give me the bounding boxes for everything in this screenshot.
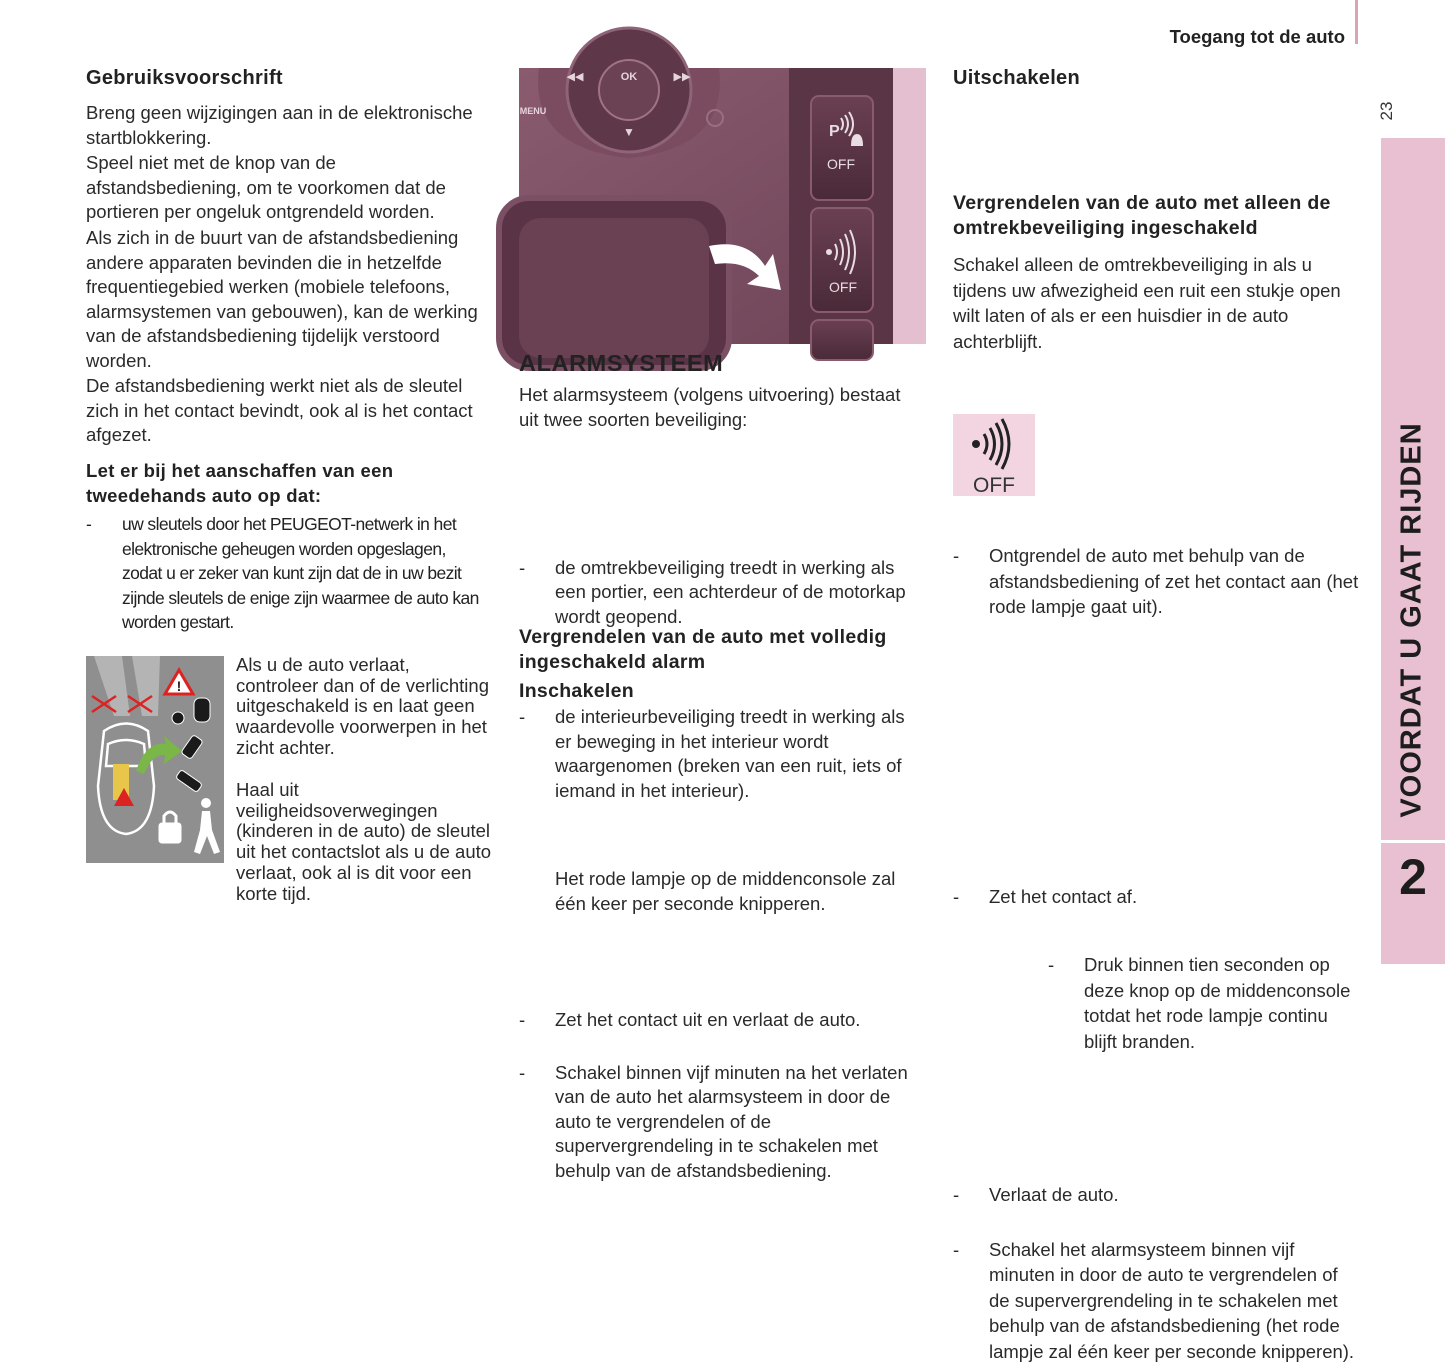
enable-heading: Inschakelen: [519, 679, 634, 704]
step-contact-off-text: Zet het contact af.: [989, 886, 1137, 907]
usage-paragraph: Breng geen wijzigingen aan in de elektronische startblokkering.: [86, 101, 496, 150]
photo-border: [893, 68, 926, 344]
enable-step-text: Schakel binnen vijf minuten na het verlaten van de auto het alarmsysteem in door de auto te vergrendelen of de supervergrendeling in te schakelen met behulp van de afstandsbediening.: [555, 1062, 908, 1181]
final-step: [953, 1183, 1363, 1208]
full-lock-heading: Vergrendelen van de auto met volledig ingeschakeld alarm: [519, 625, 919, 674]
ok-label: OK: [621, 71, 638, 83]
enable-step-text: Zet het contact uit en verlaat de auto.: [555, 1009, 860, 1030]
enable-step: [519, 1061, 924, 1184]
purchase-item: [86, 512, 486, 635]
final-step-text: Verlaat de auto.: [989, 1184, 1119, 1205]
purchase-item-text: uw sleutels door het PEUGEOT-netwerk in het elektronische geheugen worden opgeslagen, zodat u er zeker van kunt zijn dat de in uw bezit zijnde sleutels de enige zijn waarmee de auto kan worden gestart.: [122, 514, 479, 632]
svg-text:OFF: OFF: [827, 156, 855, 172]
svg-text:P: P: [829, 123, 840, 140]
perimeter-intro: Schakel alleen de omtrekbeveiliging in als u tijdens uw afwezigheid een ruit een stukje open wilt laten of als er een huisdier in de auto achterblijft.: [953, 252, 1358, 354]
icon-off-label: OFF: [973, 474, 1015, 497]
parking-sensor-off-button: [811, 96, 873, 200]
chapter-title-text: VOORDAT U GAAT RIJDEN: [1396, 422, 1429, 817]
rewind-icon: ◀◀: [567, 71, 584, 83]
usage-paragraph: Speel niet met de knop van de afstandsbediening, om te voorkomen dat de portieren per ongeluk ontgrendeld worden.: [86, 151, 496, 225]
disable-step-text: Ontgrendel de auto met behulp van de afstandsbediening of zet het contact aan (het rode lampje gaat uit).: [989, 545, 1358, 617]
car-leaving-illustration: [86, 656, 224, 863]
alarm-type-text: de omtrekbeveiliging treedt in werking als een portier, een achterdeur of de motorkap wordt geopend.: [555, 557, 906, 627]
header-divider: [1355, 0, 1358, 44]
final-step-text: Schakel het alarmsysteem binnen vijf minuten in door de auto te vergrendelen of de supervergrendeling in te schakelen met behulp van de afstandsbediening (het rode lampje zal één keer per seconde knipperen).: [989, 1239, 1354, 1362]
step-press-button-text: Druk binnen tien seconden op deze knop op de middenconsole totdat het rode lampje continu blijft branden.: [1084, 954, 1350, 1052]
purchase-heading: Let er bij het aanschaffen van een tweedehands auto op dat:: [86, 458, 466, 508]
disable-step: [953, 543, 1363, 620]
menu-label: MENU: [520, 106, 547, 116]
console-photo: [519, 68, 926, 344]
alarm-type-item: [519, 705, 919, 803]
signal-dot: [972, 440, 980, 448]
chapter-divider: [1381, 840, 1445, 843]
usage-paragraph: De afstandsbediening werkt niet als de sleutel zich in het contact bevindt, ook al is het contact afgezet.: [86, 374, 496, 448]
alarm-intro: Het alarmsysteem (volgens uitvoering) bestaat uit twee soorten beveiliging:: [519, 383, 914, 432]
running-header: Toegang tot de auto: [1170, 26, 1345, 48]
page-number: 23: [1377, 91, 1407, 131]
step-press-button: [1048, 952, 1363, 1054]
alarm-type-item: [519, 556, 919, 630]
alarm-off-button: [811, 208, 873, 312]
enable-note: Het rode lampje op de middenconsole zal één keer per seconde knipperen.: [555, 867, 920, 916]
svg-text:OFF: OFF: [829, 279, 857, 295]
alarm-title: ALARMSYSTEEM: [519, 350, 723, 377]
alarm-signal-icon: [984, 419, 1009, 469]
step-contact-off: [953, 885, 1353, 910]
usage-heading: Gebruiksvoorschrift: [86, 67, 283, 90]
forward-icon: ▶▶: [674, 71, 691, 83]
svg-text:!: !: [177, 678, 182, 694]
safety-note: Haal uit veiligheidsoverwegingen (kinderen in de auto) de sleutel uit het contactslot als u de auto verlaat, ook al is dit voor een korte tijd.: [236, 780, 494, 904]
down-arrow-icon: ▼: [623, 125, 635, 139]
final-step: [953, 1237, 1363, 1364]
chapter-title: [1380, 400, 1444, 840]
console-button: [811, 320, 873, 360]
usage-paragraph: Als zich in de buurt van de afstandsbediening andere apparaten bevinden die in hetzelfde frequentiegebied werken (mobiele telefoons, alarmsystemen van gebouwen), kan de werking van de afstandsbediening tijdelijk verstoord worden.: [86, 226, 496, 373]
alarm-type-text: de interieurbeveiliging treedt in werking als er beweging in het interieur wordt waargenomen (breken van een ruit, iets of iemand in het interieur).: [555, 706, 905, 801]
disable-heading: Uitschakelen: [953, 67, 1080, 90]
enable-step: [519, 1008, 924, 1033]
perimeter-heading: Vergrendelen van de auto met alleen de omtrekbeveiliging ingeschakeld: [953, 191, 1363, 240]
chapter-number: 2: [1383, 848, 1443, 906]
alarm-off-button-icon: [953, 414, 1035, 496]
leaving-note: Als u de auto verlaat, controleer dan of de verlichting uitgeschakeld is en laat geen waardevolle voorwerpen in het zicht achter.: [236, 655, 494, 759]
